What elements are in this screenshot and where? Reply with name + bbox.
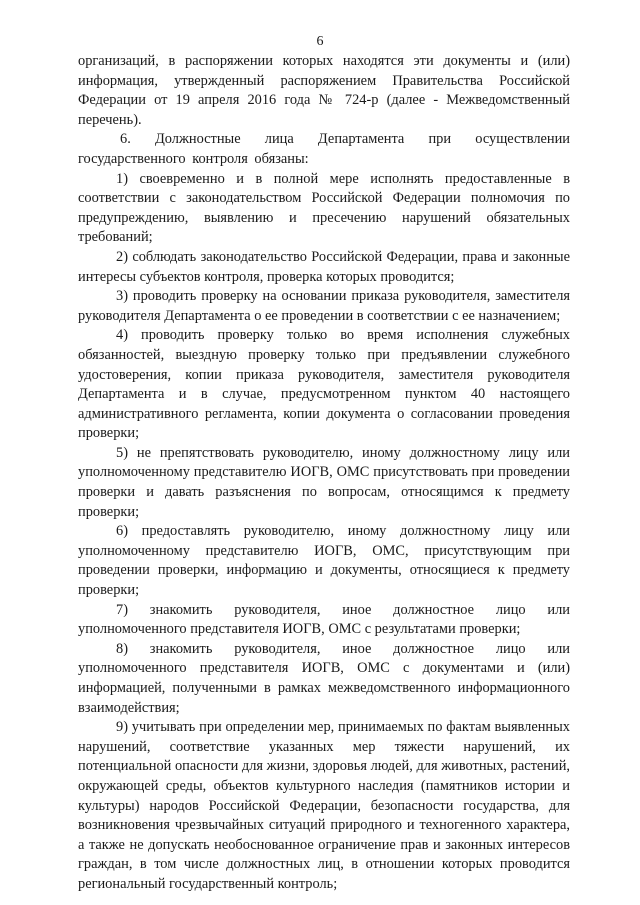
subitem-8: 8) знакомить руководителя, иное должностное лицо или уполномоченного представителя ИОГВ, ОМС с документами и (или) информацией, полученными в рамках межведомственного информационного взаимодействия; [78,640,570,716]
paragraph-continuation: организаций, в распоряжении которых находятся эти документы и (или) информация, утвержденный распоряжением Правительства Российской Федерации от 19 апреля 2016 года № 724-р (далее - Межведомственный перечень). [78,53,570,128]
paragraph-item-6: 6. Должностные лица Департамента при осуществлении государственного контроля обязаны: [78,131,570,167]
subitem-7: 7) знакомить руководителя, иное должностное лицо или уполномоченного представителя ИОГВ, ОМС с результатами проверки; [78,601,570,638]
subitem-2: 2) соблюдать законодательство Российской Федерации, права и законные интересы субъектов контроля, проверка которых проводится; [78,248,570,285]
document-body [78,52,570,895]
subitem-3: 3) проводить проверку на основании приказа руководителя, заместителя руководителя Департамента о ее проведении в соответствии с ее назначением; [78,288,570,324]
subitem-5: 5) не препятствовать руководителю, иному должностному лицу или уполномоченному представителю ИОГВ, ОМС присутствовать при проведении проверки и давать разъяснения по вопросам, относящимся к предмету проверки; [78,444,570,520]
subitem-6: 6) предоставлять руководителю, иному должностному лицу или уполномоченному представителю ИОГВ, ОМС, присутствующим при проведении проверки, информацию и документы, относящиеся к предмету проверки; [78,523,570,599]
subitem-9: 9) учитывать при определении мер, принимаемых по фактам выявленных нарушений, соответствие указанных мер тяжести нарушений, их потенциальной опасности для жизни, здоровья людей, для животных, растений, окружающей среды, объектов культурного наследия (памятников истории и культуры) народов Российской Федерации, безопасности государства, для возникновения чрезвычайных ситуаций природного и техногенного характера, а также не допускать необоснованное ограничение прав и законных интересов граждан, в том числе должностных лиц, в отношении которых проводится региональный государственный контроль; [78,719,570,892]
page-number: 6 [316,34,324,49]
subitem-4: 4) проводить проверку только во время исполнения служебных обязанностей, выездную проверку только при предъявлении служебного удостоверения, копии приказа руководителя, заместителя руководителя Департамента и в случае, предусмотренном пунктом 40 настоящего административного регламента, копии документа о согласовании проведения проверки; [78,327,570,442]
subitem-1: 1) своевременно и в полной мере исполнять предоставленные в соответствии с законодательством Российской Федерации полномочия по предупреждению, выявлению и пресечению нарушений обязательных требований; [78,170,570,246]
